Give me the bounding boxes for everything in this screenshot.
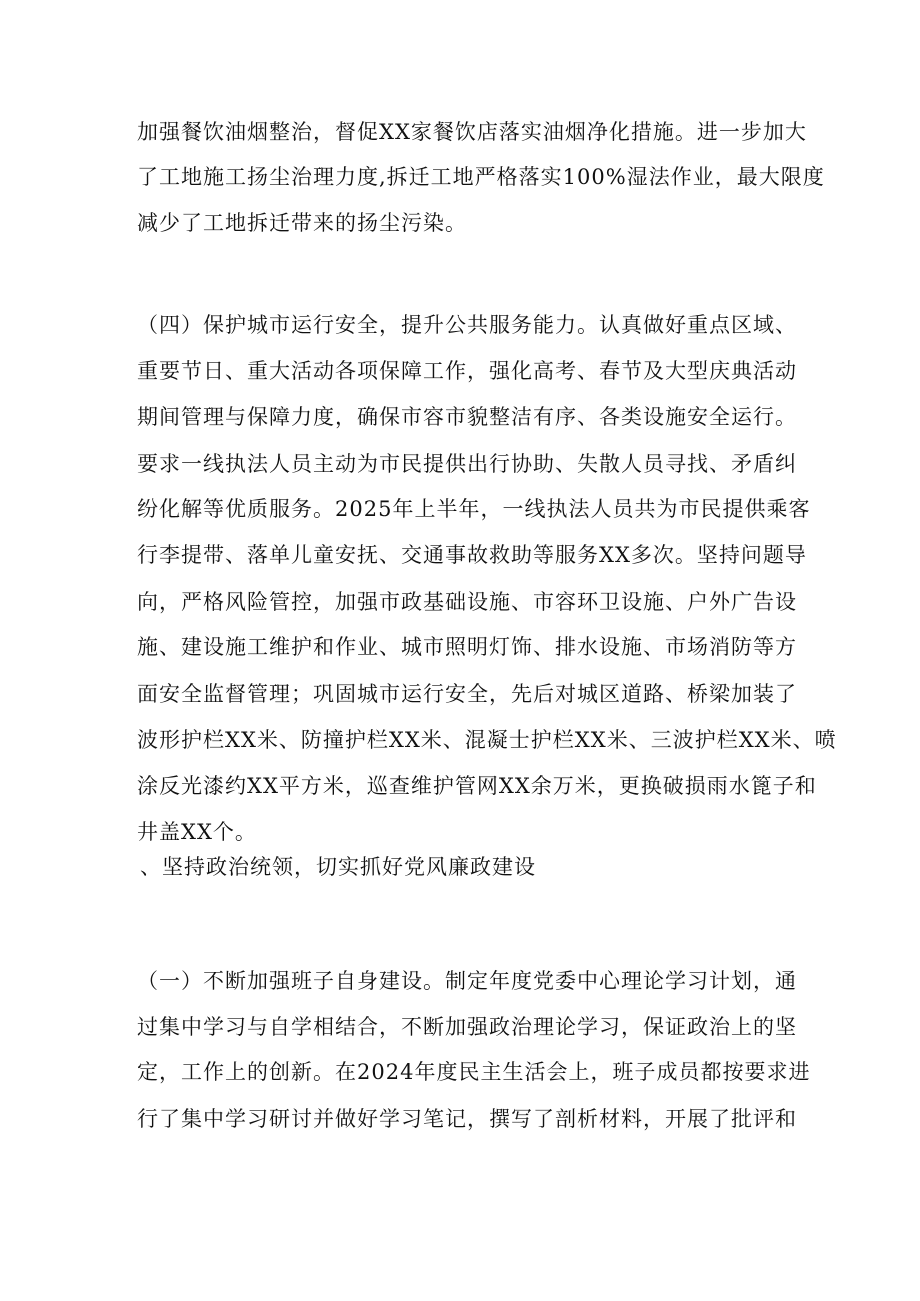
paragraph-1-line-1: 加强餐饮油烟整治，督促XX家餐饮店落实油烟净化措施。进一步加大 (137, 120, 807, 144)
paragraph-2-line-7: 向，严格风险管控，加强市政基础设施、市容环卫设施、户外广告设 (137, 590, 797, 614)
paragraph-2-line-8: 施、建设施工维护和作业、城市照明灯饰、排水设施、市场消防等方 (137, 635, 797, 659)
paragraph-3-line-2: 过集中学习与自学相结合，不断加强政治理论学习，保证政治上的坚 (137, 1015, 797, 1039)
paragraph-2-line-2: 重要节日、重大活动各项保障工作，强化高考、春节及大型庆典活动 (137, 359, 797, 383)
paragraph-2-line-12: 井盖XX个。 (137, 820, 257, 844)
paragraph-2-line-3: 期间管理与保障力度，确保市容市貌整洁有序、各类设施安全运行。 (137, 405, 797, 429)
paragraph-2-line-10: 波形护栏XX米、防撞护栏XX米、混凝士护栏XX米、三波护栏XX米、喷 (137, 728, 837, 752)
paragraph-3-line-3: 定，工作上的创新。在2024年度民主生活会上，班子成员都按要求进 (137, 1060, 811, 1084)
paragraph-3-line-1: （一）不断加强班子自身建设。制定年度党委中心理论学习计划，通 (137, 969, 797, 993)
paragraph-2-line-6: 行李提带、落单儿童安抚、交通事故救助等服务XX多次。坚持问题导 (137, 543, 807, 567)
paragraph-3-line-4: 行了集中学习研讨并做好学习笔记，撰写了剖析材料，开展了批评和 (137, 1107, 797, 1131)
paragraph-2-line-5: 纷化解等优质服务。2025年上半年，一线执法人员共为市民提供乘客 (137, 497, 811, 521)
paragraph-1-line-2: 了工地施工扬尘治理力度,拆迁工地严格落实100%湿法作业，最大限度 (137, 165, 825, 189)
paragraph-2-line-4: 要求一线执法人员主动为市民提供出行协助、失散人员寻找、矛盾纠 (137, 452, 797, 476)
paragraph-2-line-1: （四）保护城市运行安全，提升公共服务能力。认真做好重点区域、 (137, 313, 797, 337)
paragraph-1-line-3: 减少了工地拆迁带来的扬尘污染。 (137, 211, 467, 235)
section-heading: 、坚持政治统领，切实抓好党风廉政建设 (140, 855, 536, 879)
paragraph-2-line-11: 涂反光漆约XX平方米，巡查维护管网XX余万米，更换破损雨水篦子和 (137, 774, 817, 798)
paragraph-2-line-9: 面安全监督管理；巩固城市运行安全，先后对城区道路、桥梁加装了 (137, 682, 797, 706)
